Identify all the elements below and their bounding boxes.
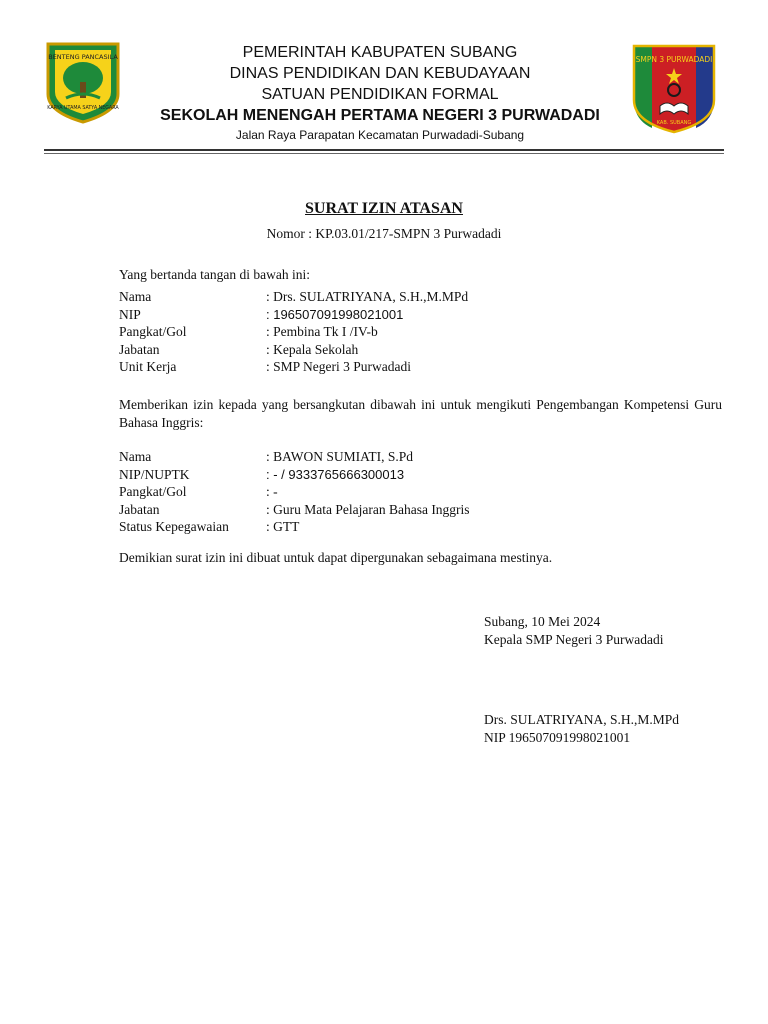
subject-row-name xyxy=(119,448,722,466)
field-label: Jabatan xyxy=(119,501,160,517)
signer-row-nip xyxy=(119,306,722,324)
field-label: Nama xyxy=(119,449,152,464)
letterhead xyxy=(140,42,620,144)
letter-title: SURAT IZIN ATASAN xyxy=(305,200,463,217)
field-value: : - xyxy=(266,484,278,499)
field-label: Nama xyxy=(119,289,152,304)
signer-name: Drs. SULATRIYANA, S.H.,M.MPd xyxy=(484,712,680,727)
permission-text: Memberikan izin kepada yang bersangkutan dibawah ini untuk mengikuti Pengembangan Kompetensi Guru Bahasa Inggris: xyxy=(119,397,722,430)
intro-text: Yang bertanda tangan di bawah ini: xyxy=(119,267,310,282)
signer-nip: NIP 196507091998021001 xyxy=(484,729,631,745)
place-date: Subang, 10 Mei 2024 xyxy=(484,614,601,629)
field-value: : Guru Mata Pelajaran Bahasa Inggris xyxy=(266,501,470,517)
svg-text:KAB. SUBANG: KAB. SUBANG xyxy=(656,120,692,126)
svg-text:BENTENG PANCASILA: BENTENG PANCASILA xyxy=(48,53,118,61)
letterhead-divider-thick xyxy=(44,149,724,151)
signer-row-rank xyxy=(119,323,722,341)
field-label: NIP/NUPTK xyxy=(119,466,190,482)
letterhead-government: PEMERINTAH KABUPATEN SUBANG xyxy=(242,44,518,61)
signer-row-name xyxy=(119,288,722,306)
field-value: : 196507091998021001 xyxy=(266,306,404,322)
letterhead-divider-thin xyxy=(44,153,724,154)
letterhead-school-name: SEKOLAH MENENGAH PERTAMA NEGERI 3 PURWADADI xyxy=(160,107,600,124)
field-value: : SMP Negeri 3 Purwadadi xyxy=(266,359,411,374)
closing-text: Demikian surat izin ini dibuat untuk dapat dipergunakan sebagaimana mestinya. xyxy=(119,550,553,565)
subject-row-rank xyxy=(119,483,722,501)
signer-title: Kepala SMP Negeri 3 Purwadadi xyxy=(484,631,664,647)
field-label: Jabatan xyxy=(119,341,160,357)
field-value: : Pembina Tk I /IV-b xyxy=(266,324,378,339)
field-value: : BAWON SUMIATI, S.Pd xyxy=(266,449,414,464)
field-label: Pangkat/Gol xyxy=(119,484,187,499)
subang-regency-emblem-icon xyxy=(42,38,124,124)
subject-row-employment-status xyxy=(119,518,722,536)
signer-row-position xyxy=(119,341,722,359)
field-value: : GTT xyxy=(266,519,300,534)
subject-row-nip-nuptk xyxy=(119,466,722,484)
field-value: : Drs. SULATRIYANA, S.H.,M.MPd xyxy=(266,289,469,304)
field-label: NIP xyxy=(119,306,141,322)
letterhead-address: Jalan Raya Parapatan Kecamatan Purwadadi-Subang xyxy=(235,128,525,142)
svg-text:SMPN 3 PURWADADI: SMPN 3 PURWADADI xyxy=(635,55,713,64)
field-label: Pangkat/Gol xyxy=(119,324,187,339)
subject-row-position xyxy=(119,501,722,519)
field-label: Status Kepegawaian xyxy=(119,519,229,534)
letter-number: Nomor : KP.03.01/217-SMPN 3 Purwadadi xyxy=(266,226,502,241)
school-logo-icon xyxy=(630,42,718,134)
letterhead-unit: SATUAN PENDIDIKAN FORMAL xyxy=(261,86,499,103)
field-label: Unit Kerja xyxy=(119,359,177,374)
signer-row-unit xyxy=(119,358,722,376)
letterhead-department: DINAS PENDIDIKAN DAN KEBUDAYAAN xyxy=(229,65,531,82)
field-value: : Kepala Sekolah xyxy=(266,341,359,357)
svg-text:KARYA UTAMA SATYA NEGARA: KARYA UTAMA SATYA NEGARA xyxy=(47,106,119,111)
field-value: : - / 9333765666300013 xyxy=(266,466,405,482)
